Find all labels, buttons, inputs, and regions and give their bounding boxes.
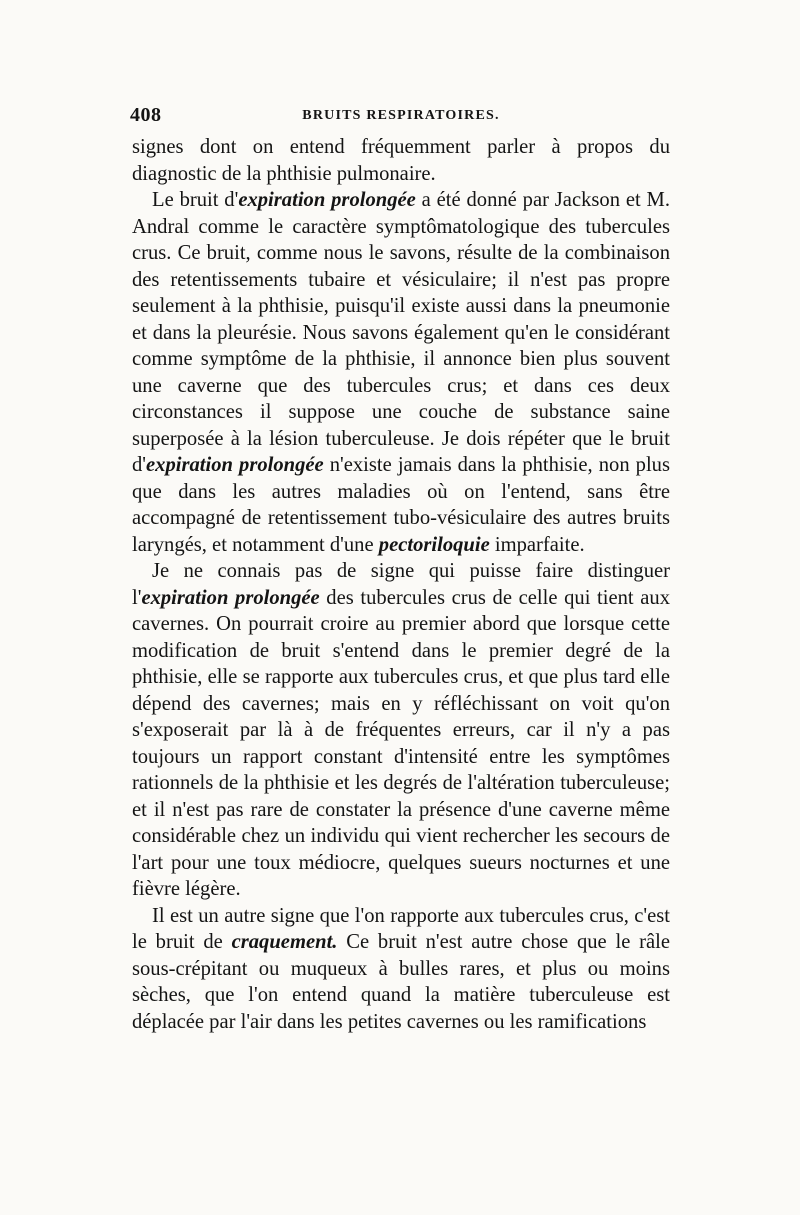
emphasis-term: expiration prolongée: [238, 189, 416, 211]
text-segment: n'existe jamais dans la phthisie, non plus que dans les autres maladies où on l'entend, sans être accompagné de retentissement tubo-vésiculaire des autres bruits laryngés, et notamment d'une: [132, 454, 670, 556]
paragraph: [132, 187, 670, 558]
text-segment: Le bruit d': [152, 189, 239, 211]
text-segment: des tubercules crus de celle qui tient aux cavernes. On pourrait croire au premier abord que lorsque cette modification de bruit s'entend dans le premier degré de la phthisie, elle se rapporte aux tubercules crus, et que plus tard elle dépend des cavernes; mais en y réfléchissant on voit qu'on s'exposerait par là à de fréquentes erreurs, car il n'y a pas toujours un rapport constant d'intensité entre les symptômes rationnels de la phthisie et les degrés de l'altération tuberculeuse; et il n'est pas rare de constater la présence d'une caverne même considérable chez un individu qui vient rechercher les secours de l'art pour une toux médiocre, quelques sueurs nocturnes et une fièvre légère.: [132, 586, 670, 900]
paragraph: [132, 134, 670, 187]
emphasis-term: pectoriloquie: [378, 533, 490, 556]
text-segment: Je ne connais pas de signe qui puisse faire distinguer l': [132, 560, 670, 609]
page-header: [132, 100, 670, 130]
emphasis-term: expiration prolongée: [141, 586, 320, 609]
text-segment: imparfaite.: [489, 533, 585, 556]
paragraph: [132, 558, 670, 903]
text-segment: Ce bruit n'est autre chose que le râle sous-crépitant ou muqueux à bulles rares, et plus ou moins sèches, que l'on entend quand la matière tuberculeuse est déplacée par l'air dans les petites cavernes ou les ramifications: [132, 931, 670, 1033]
page-number: 408: [130, 104, 162, 126]
text-segment: Il est un autre signe que l'on rapporte aux tubercules crus, c'est le bruit de: [132, 904, 670, 953]
body-text: [132, 134, 670, 1035]
book-page: [132, 100, 670, 1035]
text-segment: signes dont on entend fréquemment parler à propos du diagnostic de la phthisie pulmonaire.: [132, 136, 670, 185]
paragraph: [132, 903, 670, 1036]
text-segment: a été donné par Jackson et M. Andral comme le caractère symptômatologique des tubercules crus. Ce bruit, comme nous le savons, résulte de la combinaison des retentissements tubaire et vésiculaire; il n'est pas propre seulement à la phthisie, puisqu'il existe aussi dans la pneumonie et dans la pleurésie. Nous savons également qu'en le considérant comme symptôme de la phthisie, il annonce bien plus souvent une caverne que des tubercules crus; et dans ces deux circonstances il suppose une couche de substance saine superposée à la lésion tuberculeuse. Je dois répéter que le bruit d': [132, 189, 671, 476]
emphasis-term: expiration prolongée: [146, 454, 324, 476]
emphasis-term: craquement.: [231, 931, 338, 953]
running-title: BRUITS RESPIRATOIRES.: [302, 108, 500, 123]
